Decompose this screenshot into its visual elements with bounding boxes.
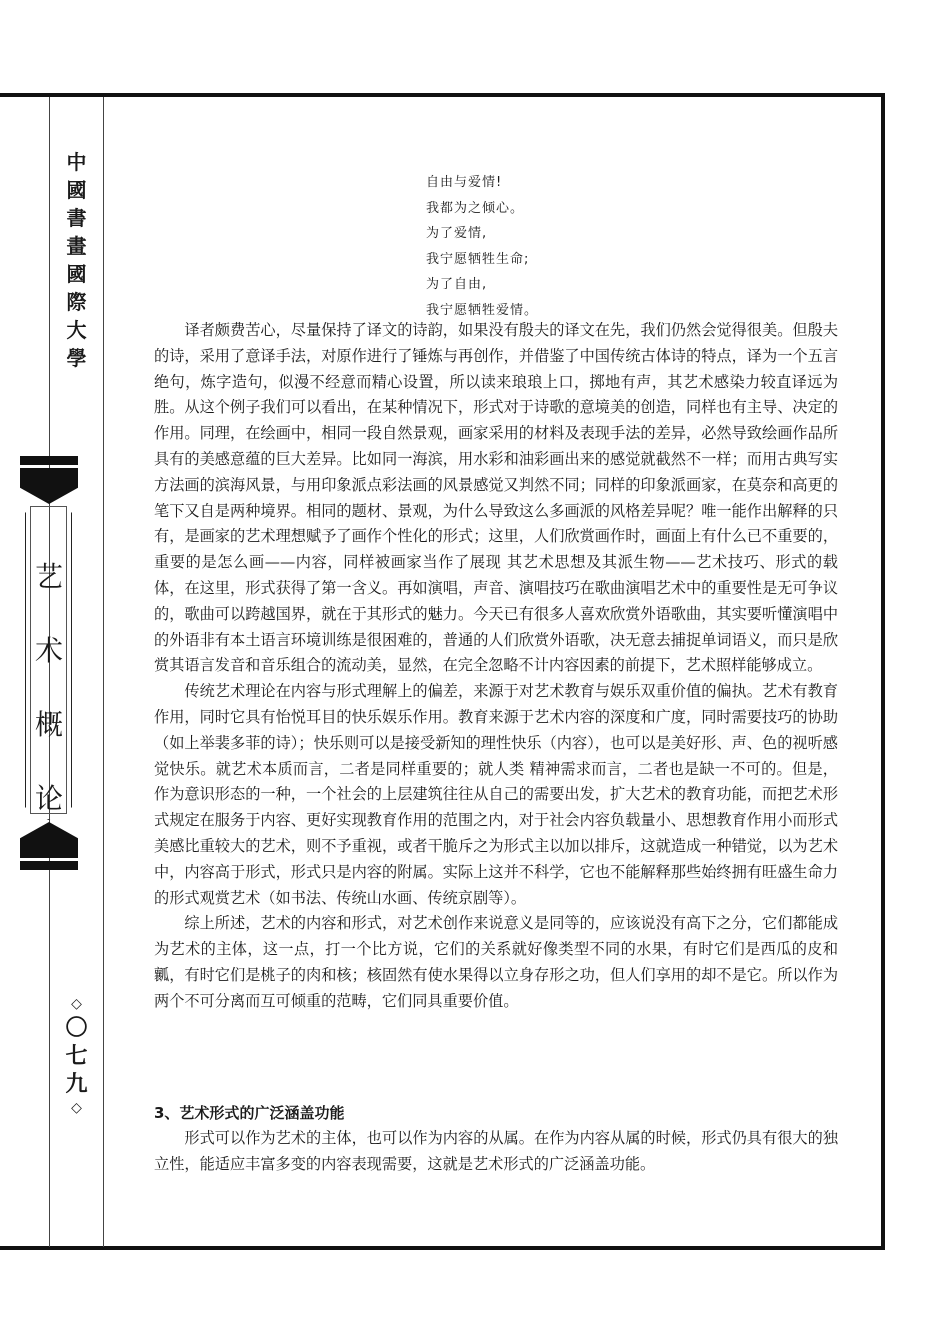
page-number-char: 七 xyxy=(65,1043,88,1069)
page-number xyxy=(50,994,103,1118)
page-frame-top xyxy=(0,93,885,97)
school-name-char: 國 xyxy=(66,178,87,202)
book-title-char: 术 xyxy=(34,634,63,667)
title-banner-bar xyxy=(20,861,78,870)
poem-line: 自由与爱情! xyxy=(426,175,503,190)
poem-line: 我宁愿牺牲生命; xyxy=(426,251,530,267)
paragraph: 译者颇费苦心，尽量保持了译文的诗韵，如果没有殷夫的译文在先，我们仍然会觉得很美。但殷夫的诗，采用了意译手法，对原作进行了锤炼与再创作，并借鉴了中国传统古体诗的特点，译为一个五言绝句，炼字造句，似漫不经意而精心设置，所以读来琅琅上口，掷地有声，其艺术感染力较直译远为胜。从这个例子我们可以看出，在某种情况下，形式对于诗歌的意境美的创造，同样也有主导、决定的作用。同理，在绘画中，相同一段自然景观，画家采用的材料及表现手法的差异，必然导致绘画作品所具有的美感意蕴的巨大差异。比如同一海滨，用水彩和油彩画出来的感觉就截然不一样；而用古典写实方法画的滨海风景，与用印象派点彩法画的风景感觉又判然不同；同样的印象派画家，在莫奈和高更的笔下又自是两种境界。相同的题材、景观，为什么导致这么多画派的风格差异呢？唯一能作出解释的只有，是画家的艺术理想赋予了画作个性化的形式；这里，人们欣赏画作时，画面上有什么已不重要的，重要的是怎么画——内容，同样被画家当作了展现 其艺术思想及其派生物——艺术技巧、形式的载体，在这里，形式获得了第一含义。再如演唱，声音、演唱技巧在歌曲演唱艺术中的重要性是无可争议的，歌曲可以跨越国界，就在于其形式的魅力。今天已有很多人喜欢欣赏外语歌曲，其实要听懂演唱中的外语非有本土语言环境训练是很困难的，普通的人们欣赏外语歌，决无意去捕捉单词语义，而只是欣赏其语言发音和音乐组合的流动美，显然，在完全忽略不计内容因素的前提下，艺术照样能够成立。 xyxy=(154,321,838,675)
book-title-char: 艺 xyxy=(34,560,63,593)
title-banner-cap xyxy=(20,468,78,504)
body-text xyxy=(154,318,838,1015)
paragraph: 综上所述，艺术的内容和形式，对艺术创作来说意义是同等的，应该说没有高下之分，它们都能成为艺术的主体，这一点，打一个比方说，它们的关系就好像类型不同的水果，有时它们是西瓜的皮和瓤，有时它们是桃子的肉和核；核固然有使水果得以立身存形之功，但人们享用的却不是它。所以作为两个不可分离而互可倾重的范畴，它们同具重要价值。 xyxy=(154,914,838,1010)
section-body xyxy=(154,1126,838,1178)
school-name-char: 際 xyxy=(66,290,87,314)
school-name-char: 國 xyxy=(66,262,87,286)
page-number-char: 〇 xyxy=(65,1015,88,1041)
title-banner-bar xyxy=(20,456,78,465)
poem-line: 为了爱情, xyxy=(426,226,488,241)
school-name-char: 中 xyxy=(66,150,87,174)
school-name-char: 學 xyxy=(66,346,87,370)
page-frame-bottom xyxy=(0,1246,885,1250)
school-name-char: 書 xyxy=(66,206,87,230)
poem-line: 我都为之倾心。 xyxy=(426,200,525,216)
book-title-char: 论 xyxy=(34,782,63,815)
section-heading: 3、艺术形式的广泛涵盖功能 xyxy=(154,1104,345,1122)
page-number-char: 九 xyxy=(65,1071,88,1097)
poem-line: 我宁愿牺牲爱情。 xyxy=(426,302,539,318)
gutter-line xyxy=(103,97,104,1247)
school-name-char: 大 xyxy=(66,318,87,342)
diamond-ornament: ◇ xyxy=(71,996,82,1012)
book-title-char: 概 xyxy=(34,708,63,741)
poem-line: 为了自由, xyxy=(426,277,488,292)
school-name xyxy=(50,148,103,372)
paragraph: 传统艺术理论在内容与形式理解上的偏差，来源于对艺术教育与娱乐双重价值的偏执。艺术有教育作用，同时它具有怡悦耳目的快乐娱乐作用。教育来源于艺术内容的深度和广度，同时需要技巧的协助（如上举裴多菲的诗）；快乐则可以是接受新知的理性快乐（内容），也可以是美好形、声、色的视听感觉快乐。就艺术本质而言，二者是同样重要的；就人类 精神需求而言，二者也是缺一不可的。但是，作为意识形态的一种，一个社会的上层建筑往往从自己的需要出发，扩大艺术的教育功能，而把艺术形式规定在服务于内容、更好实现教育作用的范围之内，对于社会内容负载量小、思想教育作用小而形式美感比重较大的艺术，则不予重视，或者干脆斥之为形式主以加以排斥，这就造成一种错觉，以为艺术中，内容高于形式，形式只是内容的附属。实际上这并不科学，它也不能解释那些始终拥有旺盛生命力的形式观赏艺术（如书法、传统山水画、传统京剧等）。 xyxy=(154,682,838,907)
diamond-ornament: ◇ xyxy=(71,1100,82,1116)
book-title xyxy=(24,540,74,836)
paragraph: 形式可以作为艺术的主体，也可以作为内容的从属。在作为内容从属的时候，形式仍具有很大的独立性，能适应丰富多变的内容表现需要，这就是艺术形式的广泛涵盖功能。 xyxy=(154,1129,838,1173)
school-name-char: 畫 xyxy=(66,234,87,258)
poem xyxy=(396,170,538,323)
page-frame-right xyxy=(881,93,885,1250)
